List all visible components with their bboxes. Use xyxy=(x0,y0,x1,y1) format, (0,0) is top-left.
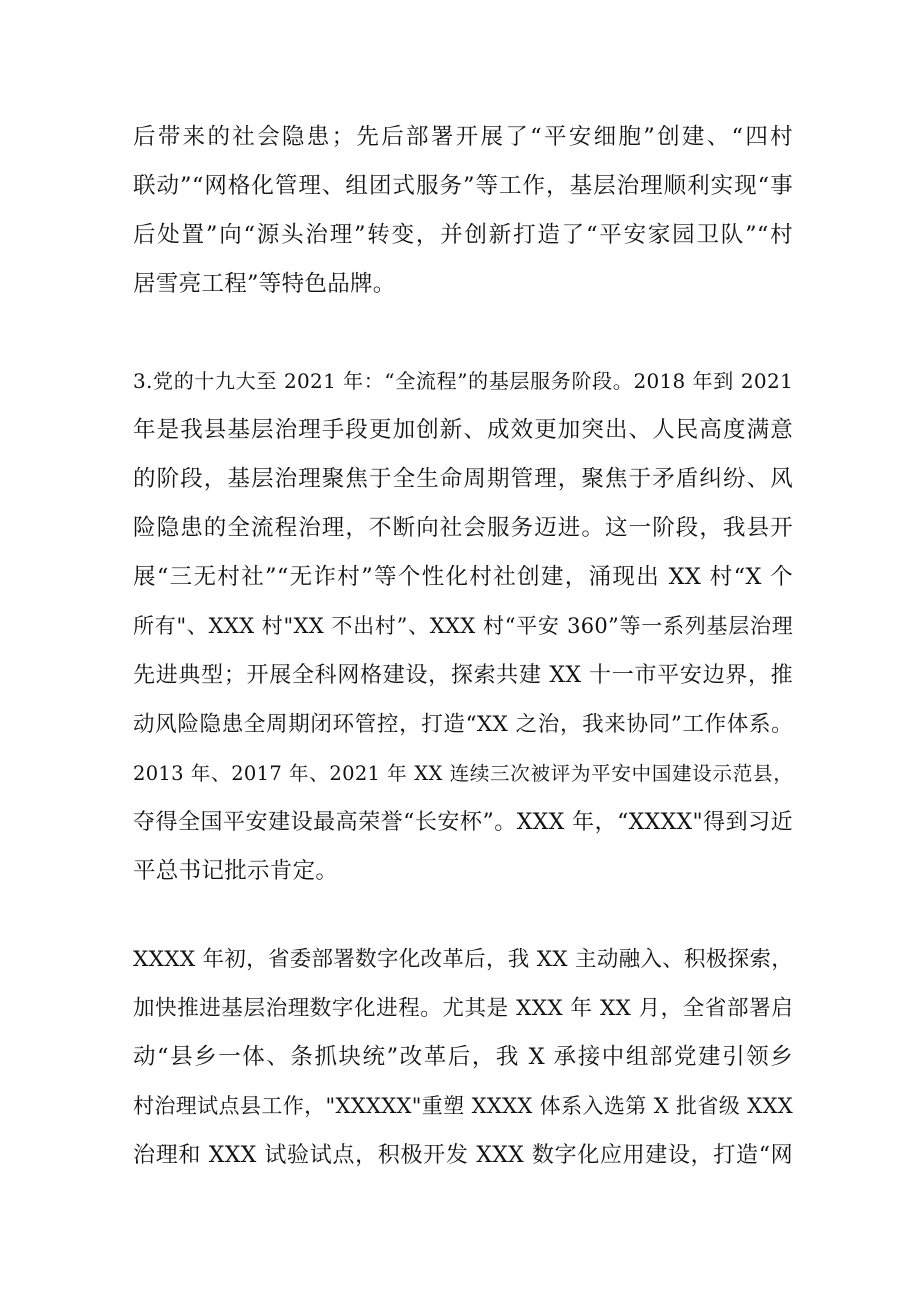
text-line: 居雪亮工程”等特色品牌。 xyxy=(133,271,396,297)
text-line: 夺得全国平安建设最高荣誉“长安杯”。XXX 年，“XXXX"得到习近 xyxy=(133,810,793,835)
text-line: 联动”“网格化管理、组团式服务”等工作，基层治理顺利实现“事 xyxy=(133,173,793,199)
text-line: 3.党的十九大至 2021 年：“全流程”的基层服务阶段。2018 年到 2021 xyxy=(133,369,793,393)
text-line: 险隐患的全流程治理，不断向社会服务迈进。这一阶段，我县开 xyxy=(133,515,793,541)
text-line: XXXX 年初，省委部署数字化改革后，我 XX 主动融入、积极探索， xyxy=(133,947,794,972)
text-line: 展“三无村社”“无诈村”等个性化村社创建，涌现出 XX 村“X 个 xyxy=(133,564,793,590)
text-line: 加快推进基层治理数字化进程。尤其是 XXX 年 XX 月，全省部署启 xyxy=(133,996,793,1021)
text-line: 治理和 XXX 试验试点，积极开发 XXX 数字化应用建设，打造“网 xyxy=(133,1143,793,1168)
text-line: 2013 年、2017 年、2021 年 XX 连续三次被评为平安中国建设示范县， xyxy=(133,762,793,785)
text-line: 动“县乡一体、条抓块统”改革后，我 X 承接中组部党建引领乡 xyxy=(133,1044,793,1070)
text-line: 动风险隐患全周期闭环管控，打造“XX 之治，我来协同”工作体系。 xyxy=(133,712,793,737)
text-line: 村治理试点县工作，"XXXXX"重塑 XXXX 体系入选第 X 批省级 XXX xyxy=(133,1094,793,1118)
text-line: 年是我县基层治理手段更加创新、成效更加突出、人民高度满意 xyxy=(133,417,793,443)
paragraph-full-process-stage xyxy=(133,357,793,896)
paragraph-digital-reform xyxy=(133,935,793,1180)
text-line: 平总书记批示肯定。 xyxy=(133,858,339,884)
text-line: 后处置”向“源头治理”转变，并创新打造了“平安家园卫队”“村 xyxy=(133,222,793,248)
text-line: 的阶段，基层治理聚焦于全生命周期管理，聚焦于矛盾纠纷、风 xyxy=(133,466,793,492)
text-line: 先进典型；开展全科网格建设，探索共建 XX 十一市平安边界，推 xyxy=(133,663,793,688)
paragraph-social-risks xyxy=(133,113,793,309)
text-line: 后带来的社会隐患；先后部署开展了“平安细胞”创建、“四村 xyxy=(133,124,793,150)
text-line: 所有"、XXX 村"XX 不出村”、XXX 村“平安 360”等一系列基层治理 xyxy=(133,614,793,638)
